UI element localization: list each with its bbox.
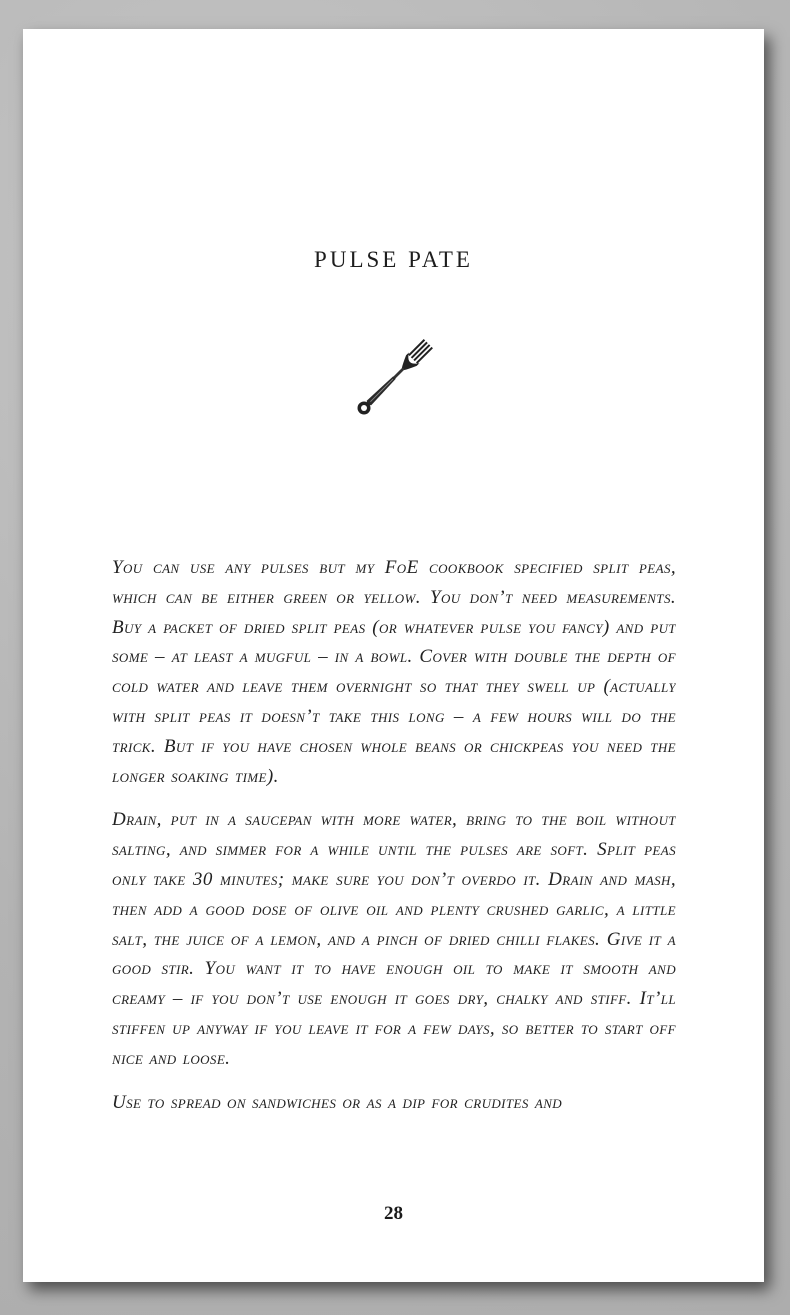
page-number: 28 [384, 1203, 403, 1224]
paragraph-1: You can use any pulses but my FoE cookbook specified split peas, which can be either green or yellow. You don’t need measurements. Buy a packet of dried split peas (or whatever pulse you fancy) and put some – at least a mugful – in a bowl. Cover with double the depth of cold water and leave them overnight so that they swell up (actually with split peas it doesn’t take this long – a few hours will do the trick. But if you have chosen whole beans or chickpeas you need the longer soaking time). [112, 557, 676, 787]
recipe-text [112, 553, 676, 1131]
paragraph-2: Drain, put in a saucepan with more water, bring to the boil without salting, and simmer for a while until the pulses are soft. Split peas only take 30 minutes; make sure you don’t overdo it. Drain and mash, then add a good dose of olive oil and plenty crushed garlic, a little salt, the juice of a lemon, and a pinch of dried chilli flakes. Give it a good stir. You want it to have enough oil to make it smooth and creamy – if you don’t use enough it goes dry, chalky and stiff. It’ll stiffen up anyway if you leave it for a few days, so better to start off nice and loose. [112, 809, 676, 1069]
recipe-title: PULSE PATE [314, 247, 473, 272]
paragraph-3: Use to spread on sandwiches or as a dip for crudites and [112, 1091, 563, 1113]
book-page [23, 29, 764, 1282]
fork-icon [341, 327, 445, 431]
